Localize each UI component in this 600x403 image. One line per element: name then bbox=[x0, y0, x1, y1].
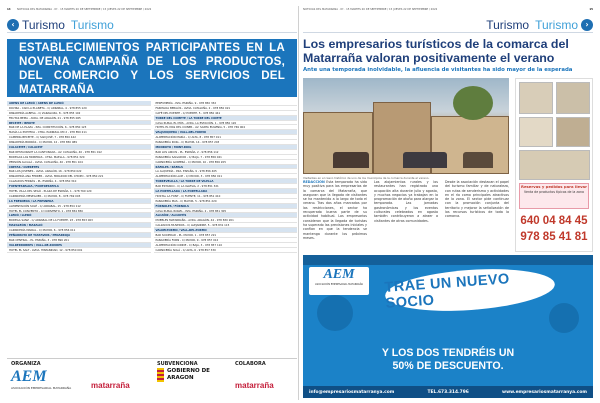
listing-row: HOTEL EL CONVENTO - C/ CONVENTO, 1 - 978 854 850 bbox=[7, 209, 151, 214]
ad-photo-5 bbox=[519, 150, 590, 180]
listing-row: HOSTAL LA FONT - C/ FUENTE, 11 - 978 851 410 bbox=[154, 194, 298, 199]
listing-row: CARNICERÍA GUIMERÁ - C/ MAYOR, 10 - 978 856 205 bbox=[154, 160, 298, 165]
listing-row: CARNICERÍA MESEGUER - C/ MAYOR, 8 - 978 769 045 bbox=[7, 194, 151, 199]
promo-headline: TRAE UN NUEVO SOCIO bbox=[384, 271, 511, 312]
ad-photo-2 bbox=[556, 82, 590, 114]
aragon-flag-icon bbox=[157, 368, 164, 382]
listing-row: BAR CENTRAL - PL. ESPAÑA, 3 - 978 896 201 bbox=[7, 238, 151, 243]
listing-row: ALIMENTACIÓN CONDE - C/ BAJA, 3 - 978 857 110 bbox=[154, 243, 298, 248]
listing-column-1 bbox=[7, 101, 151, 351]
promo-aem-logo: AEM ASOCIACIÓN EMPRESARIAL MATARRAÑA bbox=[309, 267, 369, 295]
sponsors-strip bbox=[7, 358, 297, 398]
byline: REDACCIÓN bbox=[303, 180, 325, 184]
listing-row: ALIMENTACIÓN LLOP - C/ MAYOR, 3 - 978 856 011 bbox=[154, 174, 298, 179]
left-running-title: NOTICIAS DEL MATARRAÑA · Nº · 15 MARTES 20 DE SEPTIEMBRE / 15 JUEVES 22 DE SEPTIEMBRE / 2022 bbox=[17, 8, 152, 11]
left-section-title: Turismo bbox=[22, 17, 65, 32]
listing-town-header: FÓRNOLES / FÓRNOLS bbox=[154, 204, 298, 209]
listing-row: HOTEL VILLA DEL SEGÓ - PLAZA DE ESPAÑA, 1 - 978 769 120 bbox=[7, 189, 151, 194]
listing-row: FRUTAS BEMA - AVDA. DE ARAGÓN, 21 - 978 855 065 bbox=[7, 116, 151, 121]
listing-town-header: LLEDÓ / LLEDÓ bbox=[7, 213, 151, 218]
listing-town-header: TORRE DEL COMPTE / LA TORRE DEL COMTE bbox=[154, 116, 298, 121]
listing-row: HOTEL EL MAS DEL CUINER - AV. SANTA EUGENIA, 5 - 978 769 004 bbox=[154, 125, 298, 130]
ad-reservas-box bbox=[519, 183, 589, 209]
listing-row: BAR SOCIEDAD - PL. MAYOR, 1 - 978 857 221 bbox=[154, 233, 298, 238]
ad-photo-3 bbox=[519, 117, 553, 147]
right-section-title: Turismo bbox=[486, 17, 530, 32]
listing-row: PANADERÍA ROIG - C/ MAYOR, 14 - 978 857 203 bbox=[154, 140, 298, 145]
ad-sidebar bbox=[515, 78, 593, 252]
listing-town-header: CRETAS / QUERETES bbox=[7, 165, 151, 170]
handshake-icon bbox=[317, 295, 353, 331]
right-section-title-repeat: Turismo bbox=[535, 17, 578, 32]
listing-row: PERFUMERÍA - PZA. ESPAÑA, 9 - 978 850 332 bbox=[154, 101, 298, 106]
ad-phone-2[interactable]: 978 85 41 81 bbox=[520, 231, 588, 243]
listing-row: MASÍA LA PUEYEDA - CTRA. PARRIZAL KM 2 - 978 850 211 bbox=[7, 130, 151, 135]
listing-town-header: LA FRESNEDA / LA FRESNEDA bbox=[7, 199, 151, 204]
listing-row: BODEGA SANZ - C/ ARRABAL DE LA FUENTE, 23 - 978 853 003 bbox=[7, 218, 151, 223]
listing-town-header: FUENTESPALDA / FONTDESPATLA bbox=[7, 184, 151, 189]
right-page bbox=[303, 8, 593, 398]
left-page bbox=[7, 8, 297, 398]
ad-box-text: Venta de productos típicos de la zona bbox=[524, 190, 584, 194]
promo-phone[interactable]: TEL.673.314.796 bbox=[427, 389, 469, 395]
gobierno-aragon-logo: GOBIERNO DE ARAGON bbox=[157, 368, 217, 396]
promo-line-2: 50% DE DESCUENTO. bbox=[392, 360, 504, 372]
listing-town-header: PEÑARROYA DE TASTAVINS / PENARROJA bbox=[7, 233, 151, 238]
listing-row: HOTEL EL SALT - AVDA. HISPANIDAD, 12 - 978 850 001 bbox=[7, 248, 151, 253]
listing-row: PANADERÍA BORRÁS - C/ MAYOR, 12 - 978 850 089 bbox=[7, 140, 151, 145]
subvenciona-label: SUBVENCIONA bbox=[157, 361, 198, 367]
promo-web[interactable]: www.empresariosmatarranya.com bbox=[502, 389, 587, 395]
organiza-label: ORGANIZA bbox=[11, 361, 41, 367]
listing-row: BAR LOS JOVENES - AVDA. ARAGÓN, 16 - 978 850 022 bbox=[7, 169, 151, 174]
left-section-bar bbox=[7, 17, 297, 33]
listing-row: PENSIÓN ALCALÁ - AVDA. CATALUÑA, 40 - 978 851 104 bbox=[7, 160, 151, 165]
establishments-listing bbox=[7, 101, 297, 351]
photo-caption: Visitantes en el casco histórico de uno de los municipios de la comarca durante el verano. bbox=[303, 176, 430, 180]
listing-row: CASA RURAL ROGEL - PZA. ESPAÑA, 2 - 978 851 305 bbox=[154, 209, 298, 214]
promo-headline-cloud bbox=[384, 264, 556, 316]
listing-row: CAFÉ DEL PUENTE - C/ PUENTE, 5 - 978 850 441 bbox=[154, 111, 298, 116]
left-running-head bbox=[7, 8, 297, 16]
ad-phone-1[interactable]: 640 04 84 45 bbox=[520, 215, 588, 227]
listing-row: BAR LOS ARCOS - PL. ESPAÑA, 2 - 978 856 112 bbox=[154, 150, 298, 155]
colabora-label: COLABORA bbox=[235, 361, 266, 367]
article-column-1: REDACCIÓN Esta temporada ha sido muy positiva para los empresarios de la comarca del Matarraña, que aseguran que la llegada de visitantes se ha mantenido a lo largo de todo el verano. Tras dos años marcados por las restricciones, el sector ha recuperado buena parte de su actividad habitual. Los empresarios consideran que la llegada de turistas ha superado las previsiones iniciales y confían en que la tendencia se mantenga durante los próximos meses. bbox=[303, 180, 367, 240]
right-section-bar bbox=[303, 17, 593, 33]
listing-town-header: MONROYO / MONT-ROIG bbox=[154, 145, 298, 150]
left-page-number: 14 bbox=[7, 8, 11, 11]
spread-gutter bbox=[298, 6, 299, 400]
right-running-title: NOTICIAS DEL MATARRAÑA · Nº · 15 MARTES 20 DE SEPTIEMBRE / 15 JUEVES 22 DE SEPTIEMBRE / 2022 bbox=[303, 8, 438, 11]
left-section-title-repeat: Turismo bbox=[70, 17, 114, 32]
listing-row: BAR ESTANCO - C/ LA IGLESIA, 2 - 978 851 321 bbox=[154, 184, 298, 189]
listing-town-header: LA PORTELLADA / LA PORTELLADA bbox=[154, 189, 298, 194]
listing-row: CARNICERÍA MAIRAL - C/ MAYOR, 6 - 978 856 011 bbox=[7, 228, 151, 233]
chevron-right-icon[interactable]: › bbox=[581, 19, 593, 31]
listing-town-header: VALDELTORMO / VALL-DEL-TORMO bbox=[154, 228, 298, 233]
listing-town-header: TORREVELILLA / LA TORRE DE VILELLA bbox=[154, 179, 298, 184]
listing-row: LA ALQUERÍA - PZA. ESPAÑA, 9 - 978 856 405 bbox=[154, 169, 298, 174]
listing-row: ALIMENTACIÓN SOLÉ - C/ ARRABAL, 15 - 978 854 112 bbox=[7, 204, 151, 209]
listing-row: CALZADOS FERRÁS - PL. ESPAÑA, 4 - 978 850 310 bbox=[7, 179, 151, 184]
chevron-left-icon[interactable]: ‹ bbox=[7, 19, 19, 31]
listing-town-header: BECEITE / BEKITE bbox=[7, 121, 151, 126]
listing-town-header: RÀFALES / RÀFALS bbox=[154, 165, 298, 170]
article-headline: Los empresarios turísticos de la comarca del Matarraña valoran positivamente el verano bbox=[303, 37, 569, 65]
listing-row: PANADERÍA ALBESA - C/ ZARAGOZA, 8 - 978 855 102 bbox=[7, 111, 151, 116]
aem-promo-ad bbox=[303, 255, 593, 398]
promo-footer bbox=[303, 386, 593, 398]
campaign-banner: ESTABLECIMIENTOS PARTICIPANTES EN LA NOVENA CAMPAÑA DE LOS PRODUCTOS, DEL COMERCIO Y LOS SERVICIOS DEL MATARRAÑA bbox=[7, 39, 297, 97]
listing-row: PANADERÍA ANA FERRER - AVDA. MIRADOR DEL CHOPO - 978 850 221 bbox=[7, 174, 151, 179]
listing-town-header: ARENS DE LLEDÓ / ARENS DE LLEDÓ bbox=[7, 101, 151, 106]
people-icon bbox=[549, 303, 579, 333]
promo-email[interactable]: info@empresariosmatarranya.com bbox=[309, 389, 395, 395]
aem-logo: AEM ASOCIACIÓN EMPRESARIAL MATARRAÑA bbox=[11, 368, 72, 390]
article-subhead: Ante una temporada inolvidable, la afluencia de visitantes ha sido mayor de la esperada bbox=[303, 67, 573, 73]
listing-town-header: CALACEITE / CALACEIT bbox=[7, 145, 151, 150]
listing-column-2 bbox=[154, 101, 298, 351]
listing-row: BAR DE LA PLAZA - PZA. CONSTITUCIÓN, 6 - 978 850 123 bbox=[7, 125, 151, 130]
listing-row: CALZADOS MUSEROS - C/ ALEJANDRE, 5 - 978 831 115 bbox=[154, 223, 298, 228]
article-column-3: Desde la asociación destacan el papel del turismo familiar y de naturaleza, con rutas de senderismo y actividades en el río como principales atractivos de la zona. El sector pide continuar con la promoción conjunta del territorio y mejorar la señalización de los recursos turísticos de toda la comarca. bbox=[445, 180, 509, 219]
listing-row: PANADERÍA MAS - C/ MAYOR, 5 - 978 851 220 bbox=[154, 199, 298, 204]
listing-row: BAR RESTAURANT LA CANTONADA - AV. CATALUÑA, 40 - 978 851 012 bbox=[7, 150, 151, 155]
listing-row: ROVIRA - CAN LA PLANETA - C/ ARRABAL, 4 - 978 855 120 bbox=[7, 106, 151, 111]
article-photo bbox=[303, 78, 509, 174]
matarranya-logo-right: matarraña bbox=[235, 381, 274, 390]
promo-line-1: Y LOS DOS TENDRÉIS UN bbox=[381, 347, 515, 359]
article-column-2: Los alojamientos rurales y los restaurantes han registrado una ocupación alta durante julio y agosto, y muchos negocios ya trabajan en la programación de otoño para alargar la temporada. Las jornadas gastronómicas y los eventos culturales celebrados en agosto también contribuyeron a atraer a visitantes de otras comunidades. bbox=[374, 180, 438, 223]
listing-row: ALIMENTACIÓN MARÍA - C/ ALTA, 8 - 978 857 011 bbox=[154, 135, 298, 140]
listing-town-header: ALCAÑIZ / ALCANYÍS bbox=[154, 213, 298, 218]
ad-photo-1 bbox=[519, 82, 553, 114]
listing-row: CASA RURAL EL MÓS - AVDA. LA ESTACIÓN, 1 - 978 850 120 bbox=[154, 121, 298, 126]
listing-row: CARNICERÍA SOLÁ - C/ ALTA, 6 - 978 857 330 bbox=[154, 248, 298, 253]
listing-row: PANADERÍA SALVADOR - C/ BAJA, 7 - 978 856 021 bbox=[154, 155, 298, 160]
listing-town-header: VALJUNQUERA / VALL-DEL-TORMO bbox=[154, 130, 298, 135]
ad-photo-4 bbox=[556, 117, 590, 147]
listing-town-header: VALDERROBRES / VALL-DE-ROURES bbox=[7, 243, 151, 248]
right-page-number: 15 bbox=[589, 8, 593, 11]
listing-row: FARMACIA BERGÓS - AVDA. CATALUÑA, 2 - 978 850 021 bbox=[154, 106, 298, 111]
listing-town-header: MAZALEÓN / MAZALIÓ bbox=[7, 223, 151, 228]
right-running-head bbox=[303, 8, 593, 16]
matarranya-logo-left: matarraña bbox=[91, 381, 130, 390]
listing-row: MUEBLES MATARRAÑA - AVDA. ARAGÓN, 44 - 978 830 201 bbox=[154, 218, 298, 223]
article-body bbox=[303, 180, 509, 252]
listing-row: CAMPING BECEITE - C/ SAN JOSÉ, 7 - 978 850 442 bbox=[7, 135, 151, 140]
listing-row: BODEGAS LAS MORERAS - CTRA. MAELLA - 978 851 320 bbox=[7, 155, 151, 160]
ad-box-title: Reservas y pedidos para llevar bbox=[521, 184, 587, 189]
listing-row: PANADERÍA FORN - C/ MAYOR, 9 - 978 857 012 bbox=[154, 238, 298, 243]
